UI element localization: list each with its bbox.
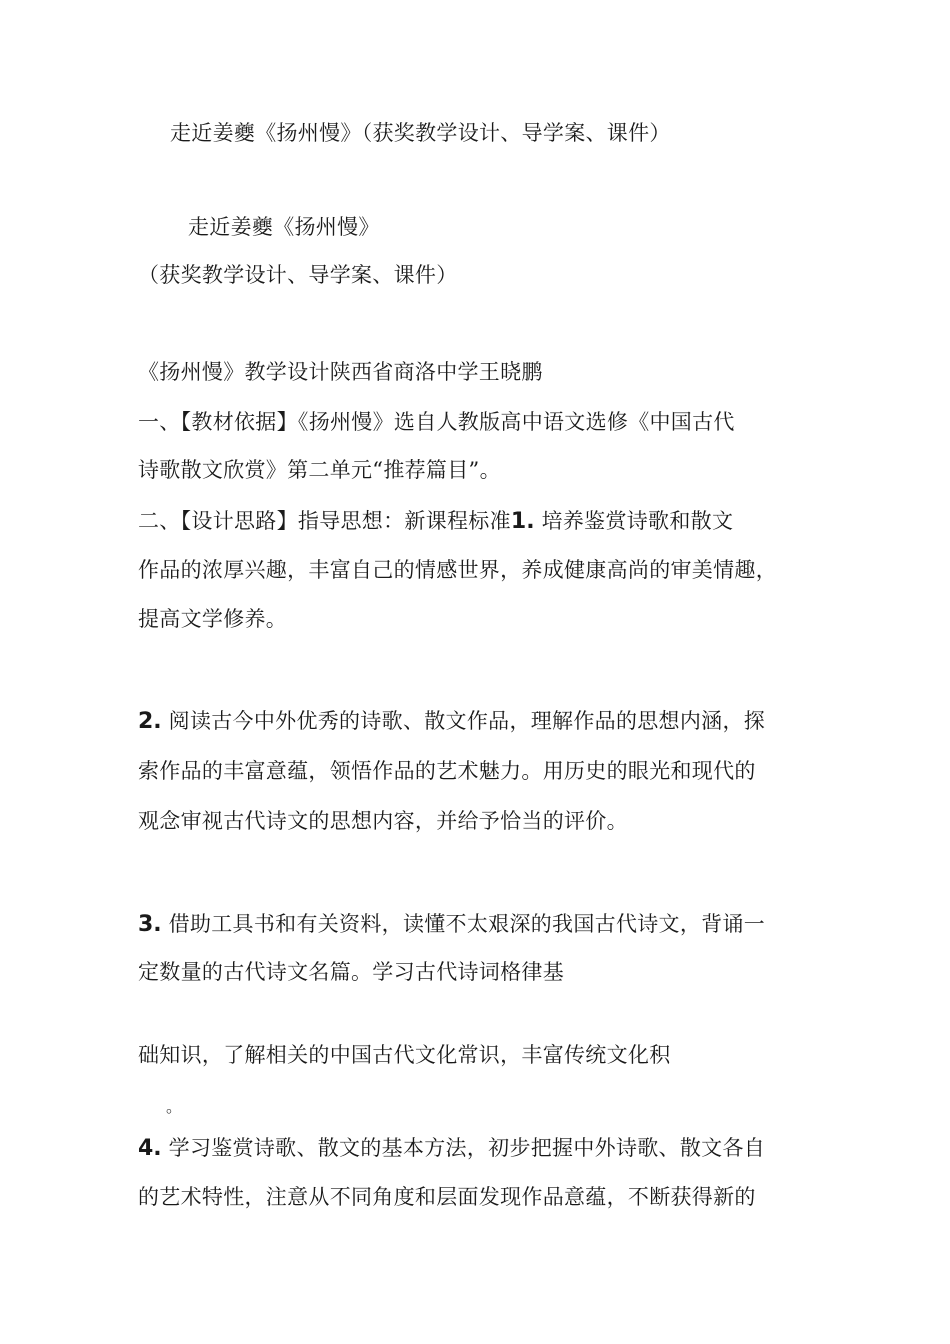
section1-line1: 一、【教材依据】《扬州慢》选自人教版高中语文选修《中国古代: [138, 410, 735, 434]
point2-num: 2.: [138, 709, 162, 734]
section2-prefix: 二、【设计思路】指导思想：新课程标准: [138, 509, 511, 533]
section2-line2: 作品的浓厚兴趣，丰富自己的情感世界，养成健康高尚的审美情趣，: [138, 558, 777, 582]
main-title: 走近姜夔《扬州慢》: [188, 215, 380, 239]
point3-num: 3.: [138, 912, 162, 937]
point4-num: 4.: [138, 1136, 162, 1161]
section2-line3: 提高文学修养。: [138, 607, 288, 631]
point2-line2: 索作品的丰富意蕴，领悟作品的艺术魅力。用历史的眼光和现代的: [138, 759, 756, 783]
section1-line2: 诗歌散文欣赏》第二单元“推荐篇目”。: [138, 458, 501, 482]
section2-line1: [138, 506, 733, 537]
header-title: 走近姜夔《扬州慢》（获奖教学设计、导学案、课件）: [170, 121, 671, 145]
point2-line3: 观念审视古代诗文的思想内容，并给予恰当的评价。: [138, 809, 628, 833]
section2-num: 1.: [510, 509, 535, 534]
point3-line4: 。: [166, 1097, 183, 1116]
point4-line2: 的艺术特性，注意从不同角度和层面发现作品意蕴，不断获得新的: [138, 1185, 756, 1209]
point2-line1: [138, 706, 765, 737]
point4-line1: [138, 1133, 765, 1164]
point3-line3: 础知识，了解相关的中国古代文化常识，丰富传统文化积: [138, 1043, 671, 1067]
point3-line1: [138, 909, 765, 940]
point2-rest: 阅读古今中外优秀的诗歌、散文作品，理解作品的思想内涵，探: [168, 709, 766, 733]
author-line: 《扬州慢》教学设计陕西省商洛中学王晓鹏: [138, 360, 543, 384]
point4-rest: 学习鉴赏诗歌、散文的基本方法，初步把握中外诗歌、散文各自: [168, 1136, 766, 1160]
subtitle: （获奖教学设计、导学案、课件）: [138, 263, 458, 287]
section2-rest: 培养鉴赏诗歌和散文: [541, 509, 734, 533]
point3-line2: 定数量的古代诗文名篇。学习古代诗词格律基: [138, 960, 564, 984]
point3-rest: 借助工具书和有关资料，读懂不太艰深的我国古代诗文，背诵一: [168, 912, 766, 936]
